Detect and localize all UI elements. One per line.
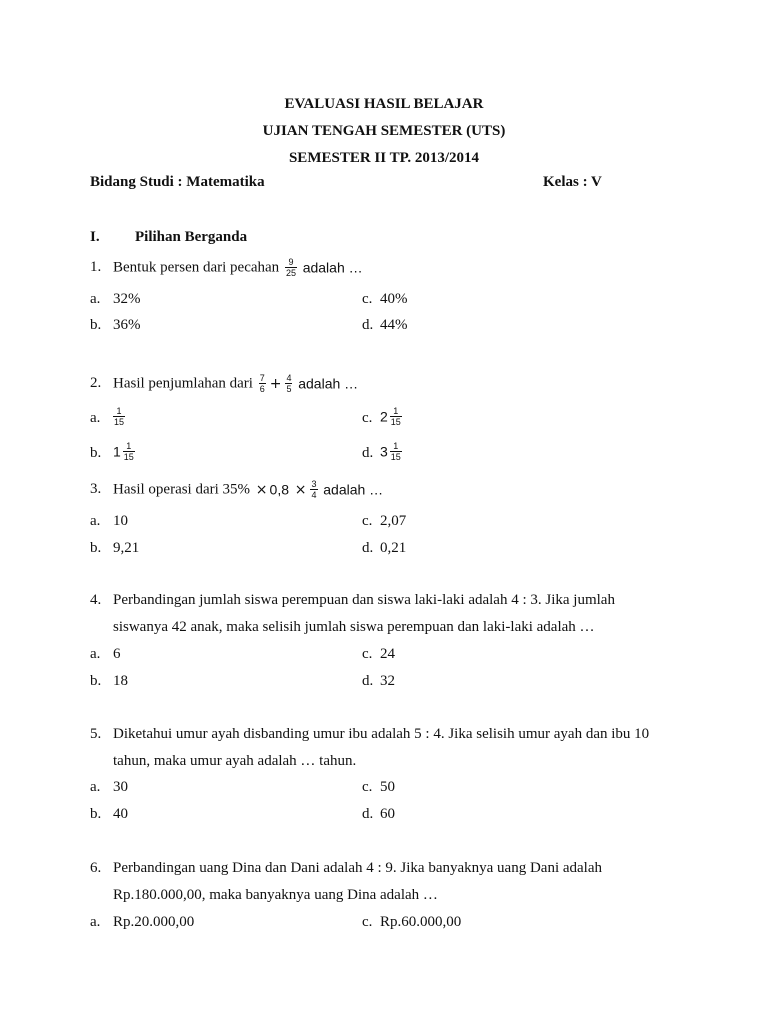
option-label: c.	[362, 646, 373, 662]
option-label: a.	[90, 291, 101, 307]
fraction	[113, 406, 125, 427]
fraction-denominator: 15	[114, 417, 125, 428]
option-label: c.	[362, 779, 373, 795]
question-text-after: adalah …	[323, 481, 384, 498]
fraction-numerator: 9	[288, 257, 294, 268]
fraction-numerator: 4	[286, 373, 292, 384]
option-c: 40%	[380, 291, 408, 307]
option-b	[113, 436, 137, 467]
whole-number: 2	[380, 408, 388, 425]
whole-number: 1	[113, 443, 121, 460]
option-label: a.	[90, 513, 101, 529]
option-label: d.	[362, 317, 374, 333]
option-c: Rp.60.000,00	[380, 914, 462, 930]
times-operator: ×	[294, 481, 307, 498]
question-number: 4.	[90, 592, 102, 608]
option-b: 9,21	[113, 540, 140, 556]
option-label: c.	[362, 291, 373, 307]
subject-label: Bidang Studi : Matematika	[90, 174, 265, 190]
question-text	[113, 368, 358, 399]
option-label: b.	[90, 540, 102, 556]
fraction	[390, 406, 402, 427]
class-label: Kelas : V	[543, 174, 602, 190]
fraction-numerator: 3	[311, 479, 317, 490]
exam-semester: SEMESTER II TP. 2013/2014	[288, 150, 480, 166]
option-label: a.	[90, 646, 101, 662]
fraction-numerator: 1	[393, 406, 399, 417]
fraction-numerator: 1	[126, 441, 132, 452]
fraction-denominator: 5	[286, 384, 292, 395]
fraction	[285, 373, 292, 394]
question-text	[113, 252, 363, 283]
section-title: Pilihan Berganda	[135, 229, 248, 245]
option-c: 2,07	[380, 513, 407, 529]
option-label: d.	[362, 806, 374, 822]
option-d: 44%	[380, 317, 408, 333]
question-number: 2.	[90, 375, 102, 391]
option-a: 10	[113, 513, 128, 529]
decimal-value: 0,8	[269, 481, 289, 498]
exam-title: EVALUASI HASIL BELAJAR	[284, 96, 484, 112]
question-text-before: Hasil operasi dari 35%	[113, 481, 251, 498]
option-label: d.	[362, 673, 374, 689]
question-text-line2: siswanya 42 anak, maka selisih jumlah siswa perempuan dan laki-laki adalah …	[113, 619, 595, 635]
option-b: 40	[113, 806, 128, 822]
fraction	[259, 373, 266, 394]
plus-operator: +	[269, 375, 282, 392]
question-number: 3.	[90, 481, 102, 497]
fraction-denominator: 4	[311, 490, 317, 501]
question-text-before: Hasil penjumlahan dari	[113, 375, 253, 392]
fraction	[285, 257, 297, 278]
question-text-before: Bentuk persen dari pecahan	[113, 259, 280, 276]
fraction-denominator: 15	[390, 417, 401, 428]
question-text	[113, 474, 383, 505]
fraction-numerator: 7	[259, 373, 265, 384]
option-c: 50	[380, 779, 395, 795]
section-number: I.	[90, 229, 100, 245]
option-d: 60	[380, 806, 395, 822]
question-text-after: adalah …	[298, 375, 359, 392]
whole-number: 3	[380, 443, 388, 460]
fraction-numerator: 1	[393, 441, 399, 452]
question-text-line1: Diketahui umur ayah disbanding umur ibu adalah 5 : 4. Jika selisih umur ayah dan ibu 10	[113, 726, 650, 742]
option-c: 24	[380, 646, 395, 662]
fraction-denominator: 6	[259, 384, 265, 395]
option-a: Rp.20.000,00	[113, 914, 195, 930]
times-operator: ×	[255, 481, 268, 498]
option-label: c.	[362, 513, 373, 529]
option-c	[380, 401, 404, 432]
question-text-line1: Perbandingan jumlah siswa perempuan dan siswa laki-laki adalah 4 : 3. Jika jumlah	[113, 592, 615, 608]
option-label: a.	[90, 410, 101, 426]
option-a: 6	[113, 646, 121, 662]
fraction	[123, 441, 135, 462]
question-number: 6.	[90, 860, 102, 876]
option-label: d.	[362, 540, 374, 556]
option-label: b.	[90, 445, 102, 461]
question-text-after: adalah …	[302, 259, 363, 276]
question-text-line2: Rp.180.000,00, maka banyaknya uang Dina adalah …	[113, 887, 438, 903]
option-d	[380, 436, 404, 467]
fraction-denominator: 15	[123, 452, 134, 463]
option-label: b.	[90, 806, 102, 822]
option-label: a.	[90, 914, 101, 930]
option-d: 32	[380, 673, 395, 689]
exam-type: UJIAN TENGAH SEMESTER (UTS)	[262, 123, 506, 139]
option-a	[113, 401, 127, 431]
question-number: 1.	[90, 259, 102, 275]
fraction	[310, 479, 317, 500]
option-b: 18	[113, 673, 128, 689]
fraction-numerator: 1	[116, 406, 122, 417]
option-label: b.	[90, 317, 102, 333]
fraction	[390, 441, 402, 462]
fraction-denominator: 25	[285, 268, 296, 279]
option-label: a.	[90, 779, 101, 795]
option-a: 30	[113, 779, 128, 795]
option-label: d.	[362, 445, 374, 461]
option-label: c.	[362, 410, 373, 426]
question-text-line2: tahun, maka umur ayah adalah … tahun.	[113, 753, 357, 769]
question-text-line1: Perbandingan uang Dina dan Dani adalah 4 : 9. Jika banyaknya uang Dani adalah	[113, 860, 603, 876]
option-label: b.	[90, 673, 102, 689]
question-number: 5.	[90, 726, 102, 742]
option-a: 32%	[113, 291, 141, 307]
option-b: 36%	[113, 317, 141, 333]
fraction-denominator: 15	[390, 452, 401, 463]
option-d: 0,21	[380, 540, 407, 556]
option-label: c.	[362, 914, 373, 930]
